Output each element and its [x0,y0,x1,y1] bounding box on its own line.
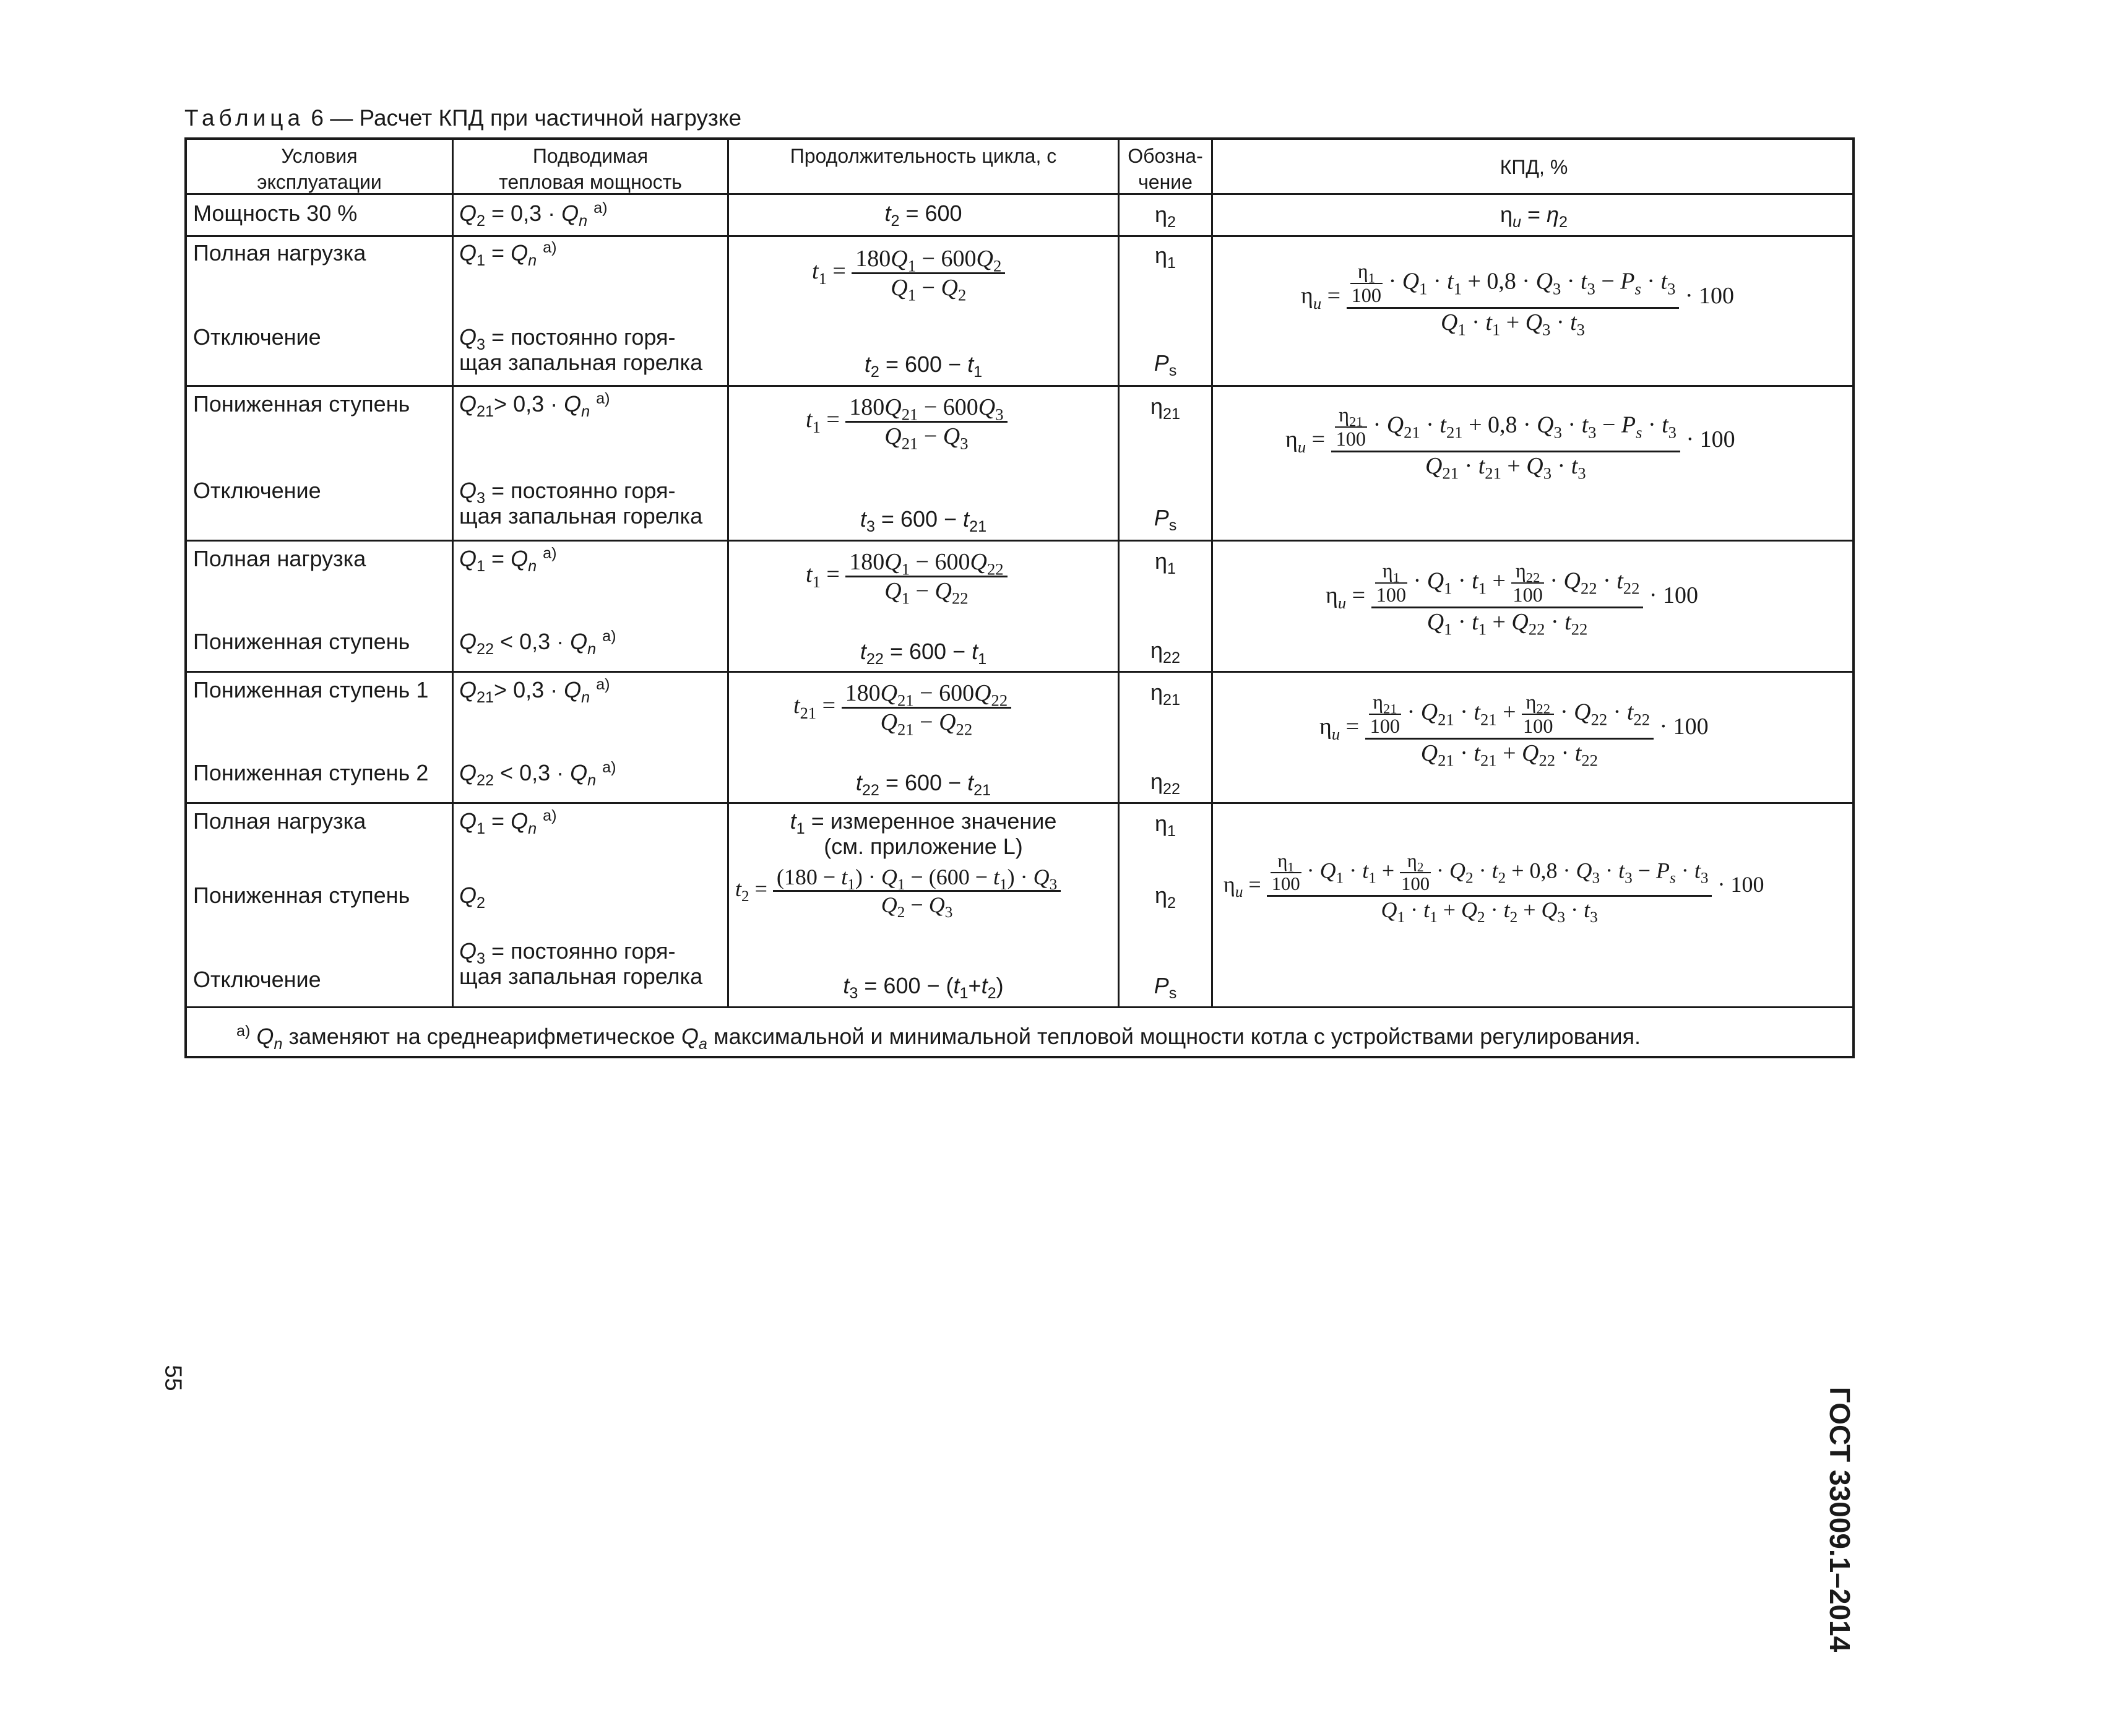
row4-power-reduced: $Q_{22} < 0,3 \cdot Q_n$ $^{а)}$ [459,628,616,659]
row5-symbol-stage2: $\eta_{22}$ [1150,769,1181,798]
row4-symbol-full: $\eta_1$ [1154,548,1176,578]
row5-condition-stage1: Пониженная ступень 1 [193,677,429,702]
row4-condition-reduced: Пониженная ступень [193,629,410,654]
row2-efficiency-formula: $\eta_u$ = $\frac{\eta_1}{100}$ · $Q_1 \cdot t_1 + 0,8 \cdot Q_3 \cdot t_3 - P_s \cdot t_3$ $Q_1 \cdot t_1 + Q_3 \cdot t_3$ · 100 [1301,260,1735,339]
row6-symbol-off: $P_s$ [1154,973,1177,1003]
row3-power-pilot: $Q_3$ = постоянно горя- щая запальная горелка [459,478,703,529]
row6-efficiency-formula: $\eta_u$ = $\frac{\eta_1}{100}$ · $Q_1 \cdot t_1$ + $\frac{\eta_2}{100}$ · $Q_2 \cdot t_2 + 0,8 \cdot Q_3 \cdot t_3 - P_s \cdot t_3$ $Q_1 \cdot t_1 + Q_2 \cdot t_2 + Q_3 \cdot t_3$ · 100 [1223,850,1764,926]
row5-power-stage2: $Q_{22} < 0,3 \cdot Q_n$ $^{а)}$ [459,759,616,790]
row6-cycle-t3: $t_3 = 600 - (t_1+t_2)$ [843,973,1004,1003]
row4-condition-full: Полная нагрузка [193,546,366,571]
row3-cycle-t3: $t_3 = 600 - t_{21}$ [860,506,987,536]
row4-efficiency-formula: $\eta_u$ = $\frac{\eta_1}{100}$ · $Q_1 \cdot t_1$ + $\frac{\eta_{22}}{100}$ · $Q_{22} \cdot t_{22}$ $Q_1 \cdot t_1 + Q_{22} \cdot t_{22}$ · 100 [1326,559,1699,639]
page-number: 55 [160,1365,186,1391]
row2-cycle-formula: $t_1$ = $\frac{180Q_1 - 600Q_2}{Q_1 - Q_2}$ [812,245,1005,301]
row5-symbol-stage1: $\eta_{21}$ [1150,680,1181,709]
row1-condition: Мощность 30 % [193,201,358,226]
row1-efficiency: $\eta_u = \eta_2$ [1500,202,1568,231]
header-power: Подводимая тепловая мощность [499,145,682,193]
row6-symbol-full: $\eta_1$ [1154,811,1176,840]
header-cycle: Продолжительность цикла, с [790,145,1057,167]
standard-code: ГОСТ 33009.1–2014 [1824,1386,1856,1652]
row6-condition-off: Отключение [193,967,321,992]
row2-symbol-full: $\eta_1$ [1154,243,1176,272]
row6-condition-reduced: Пониженная ступень [193,883,410,908]
row2-condition-full: Полная нагрузка [193,240,366,266]
row6-cycle-formula: $t_2$ = $\frac{(180 - t_1) \cdot Q_1 - (600 - t_1) \cdot Q_3}{Q_2 - Q_3}$ [735,864,1061,918]
row5-cycle-t22: $t_{22} = 600 - t_{21}$ [855,770,991,800]
row6-cycle-t1: $t_1$ = измеренное значение (см. приложение L) [790,808,1057,860]
header-conditions: Условия эксплуатации [257,145,382,193]
row6-power-pilot: $Q_3$ = постоянно горя- щая запальная горелка [459,938,703,990]
row5-cycle-formula: $t_{21}$ = $\frac{180Q_{21} - 600Q_{22}}{Q_{21} - Q_{22}}$ [793,680,1011,736]
header-symbol: Обозна- чение [1128,145,1203,193]
row2-power-full: $Q_1 = Q_n$ $^{а)}$ [459,239,557,270]
table-footnote: $^{а)}$ $Q_n$ заменяют на среднеарифметическое $Q_a$ максимальной и минимальной тепловой мощности котла с устройствами регулирования. [236,1022,1641,1053]
row5-power-stage1: $Q_{21}> 0,3 \cdot Q_n$ $^{а)}$ [459,676,610,707]
row3-symbol-off: $P_s$ [1154,505,1177,535]
row5-efficiency-formula: $\eta_u$ = $\frac{\eta_{21}}{100}$ · $Q_{21} \cdot t_{21}$ + $\frac{\eta_{22}}{100}$ · $Q_{22} \cdot t_{22}$ $Q_{21} \cdot t_{21} + Q_{22} \cdot t_{22}$ · 100 [1319,691,1709,770]
row6-power-full: $Q_1 = Q_n$ $^{а)}$ [459,807,557,838]
row3-symbol-reduced: $\eta_{21}$ [1150,394,1181,423]
row1-cycle: $t_2 = 600$ [884,201,962,230]
row1-symbol: $\eta_2$ [1154,202,1176,231]
table-caption: Таблица 6 — Расчет КПД при частичной нагрузке [184,105,742,131]
row5-condition-stage2: Пониженная ступень 2 [193,760,429,785]
row6-symbol-reduced: $\eta_2$ [1154,883,1176,912]
row4-symbol-reduced: $\eta_{22}$ [1150,637,1181,667]
efficiency-table [184,137,1855,1058]
row6-condition-full: Полная нагрузка [193,808,366,834]
row2-condition-off: Отключение [193,324,321,350]
header-efficiency: КПД, % [1500,156,1568,178]
row2-symbol-off: $P_s$ [1154,350,1177,380]
row6-power-reduced: $Q_2$ [459,883,486,912]
row4-cycle-formula: $t_1$ = $\frac{180Q_1 - 600Q_{22}}{Q_1 - Q_{22}}$ [806,548,1008,605]
row3-condition-reduced: Пониженная ступень [193,391,410,417]
row3-power-reduced: $Q_{21}> 0,3 \cdot Q_n$ $^{а)}$ [459,390,610,421]
row3-cycle-formula: $t_1$ = $\frac{180Q_{21} - 600Q_3}{Q_{21} - Q_3}$ [806,394,1008,450]
row3-condition-off: Отключение [193,478,321,503]
row2-power-pilot: $Q_3$ = постоянно горя- щая запальная горелка [459,324,703,376]
row1-power: $Q_2 = 0,3 \cdot Q_n$ $^{а)}$ [459,199,608,230]
row4-cycle-t22: $t_{22} = 600 - t_1$ [860,639,987,668]
row3-efficiency-formula: $\eta_u$ = $\frac{\eta_{21}}{100}$ · $Q_{21} \cdot t_{21} + 0,8 \cdot Q_3 \cdot t_3 - P_s \cdot t_3$ $Q_{21} \cdot t_{21} + Q_3 \cdot t_3$ · 100 [1285,404,1735,483]
row2-cycle-t2: $t_2 = 600 - t_1$ [864,352,983,381]
row4-power-full: $Q_1 = Q_n$ $^{а)}$ [459,545,557,576]
